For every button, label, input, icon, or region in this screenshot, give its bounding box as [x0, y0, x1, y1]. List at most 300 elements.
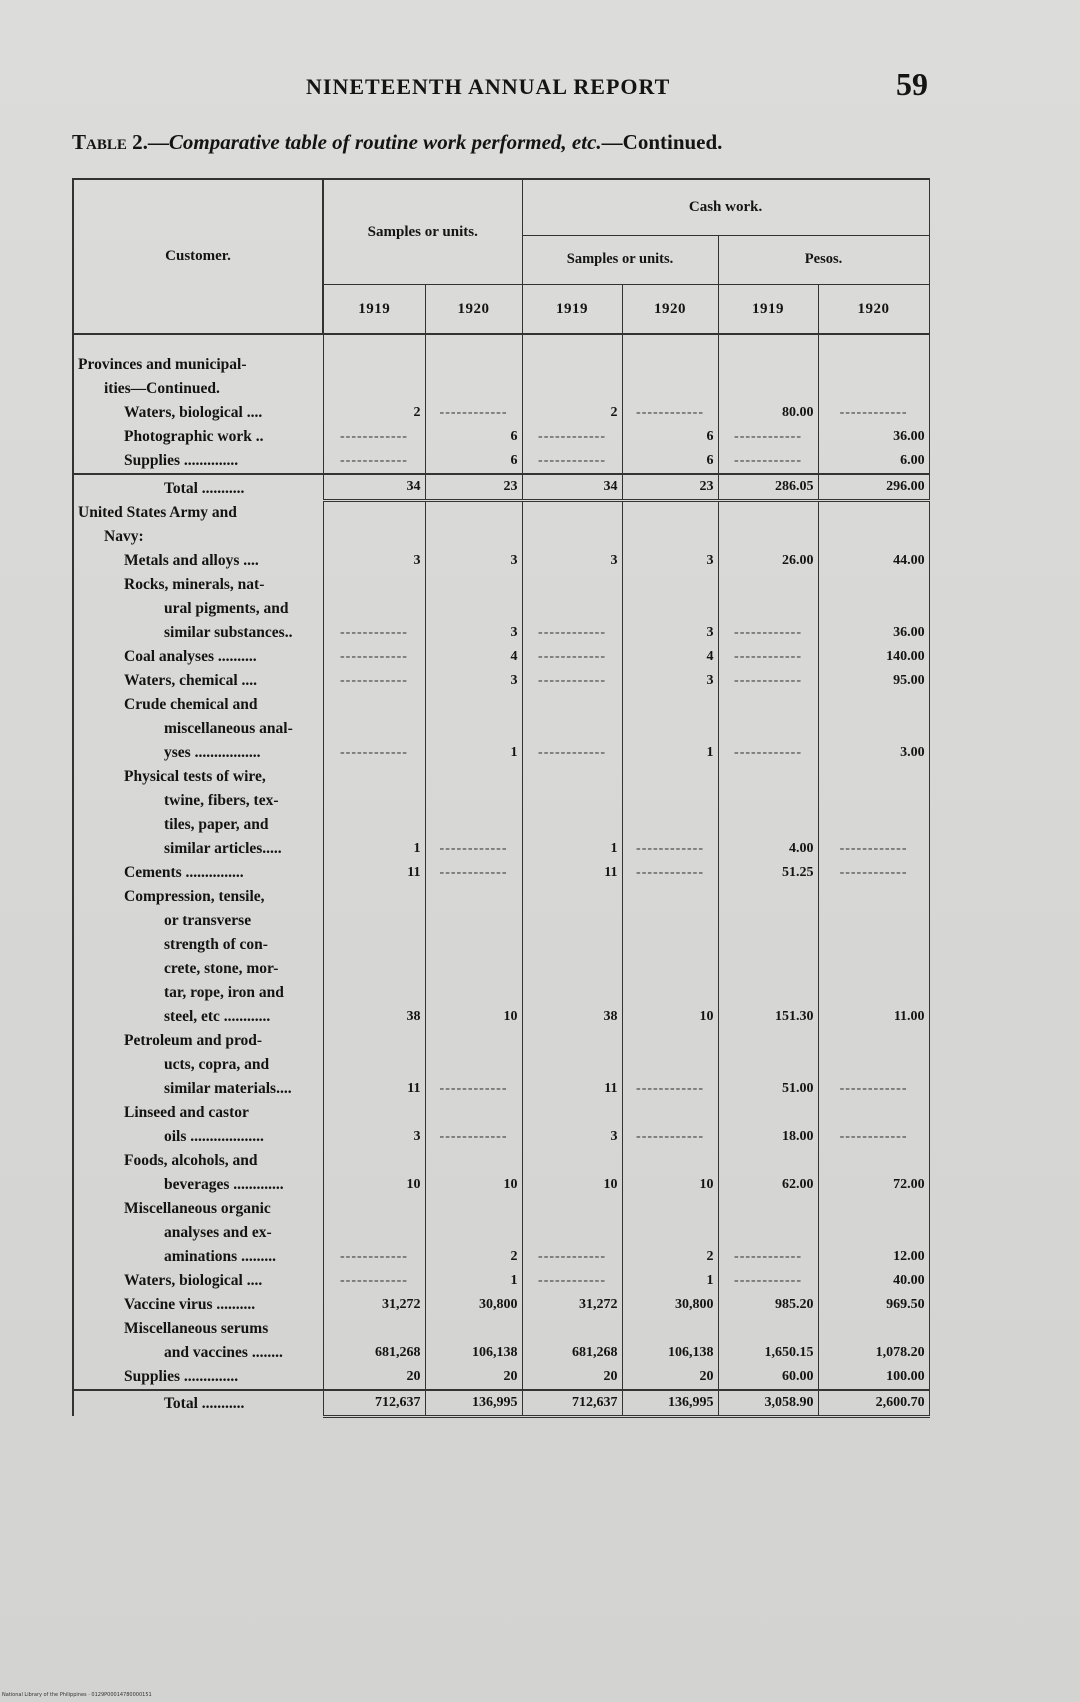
table-row: [73, 1005, 929, 1029]
empty-cell-leader: ------------: [425, 401, 522, 425]
customer-label: steel, etc ............: [73, 1005, 323, 1029]
table-row: [73, 1101, 929, 1125]
running-title: NINETEENTH ANNUAL REPORT: [306, 74, 671, 99]
value-cell: 72.00: [818, 1173, 929, 1197]
spacer-cell: [818, 1221, 929, 1245]
spacer-cell: [425, 1197, 522, 1221]
value-cell: 62.00: [718, 1173, 818, 1197]
value-cell: 2: [622, 1245, 718, 1269]
table-row: [73, 813, 929, 837]
spacer-cell: [323, 1029, 425, 1053]
customer-label: analyses and ex-: [73, 1221, 323, 1245]
spacer-cell: [622, 525, 718, 549]
value-cell: 2,600.70: [818, 1390, 929, 1417]
spacer-cell: [522, 1317, 622, 1341]
customer-label: Supplies ..............: [73, 449, 323, 474]
spacer-cell: [425, 1101, 522, 1125]
scan-footer: National Library of the Philippines · 0129P00014780000151: [2, 1692, 152, 1698]
table-row: [73, 425, 929, 449]
empty-cell-leader: ------------: [718, 645, 818, 669]
table-row: [73, 449, 929, 474]
value-cell: 34: [522, 474, 622, 501]
value-cell: 6.00: [818, 449, 929, 474]
spacer-cell: [718, 789, 818, 813]
value-cell: 20: [323, 1365, 425, 1390]
value-cell: 26.00: [718, 549, 818, 573]
table-row: [73, 334, 929, 377]
empty-cell-leader: ------------: [522, 621, 622, 645]
value-cell: 6: [425, 449, 522, 474]
table-total-row: [73, 474, 929, 501]
empty-cell-leader: ------------: [718, 1245, 818, 1269]
table-row: [73, 1269, 929, 1293]
spacer-cell: [522, 1197, 622, 1221]
spacer-cell: [718, 1149, 818, 1173]
empty-cell-leader: ------------: [622, 837, 718, 861]
spacer-cell: [818, 789, 929, 813]
table-row: [73, 837, 929, 861]
spacer-cell: [323, 813, 425, 837]
value-cell: 20: [622, 1365, 718, 1390]
header-year: 1919: [718, 285, 818, 335]
empty-cell-leader: ------------: [718, 621, 818, 645]
spacer-cell: [425, 693, 522, 717]
empty-cell-leader: ------------: [425, 837, 522, 861]
spacer-cell: [818, 377, 929, 401]
spacer-cell: [818, 334, 929, 377]
table-row: [73, 573, 929, 597]
table-row: [73, 401, 929, 425]
spacer-cell: [425, 501, 522, 525]
value-cell: 6: [425, 425, 522, 449]
table-row: [73, 501, 929, 525]
page-number: 59: [896, 66, 928, 102]
empty-cell-leader: ------------: [622, 401, 718, 425]
table-row: [73, 1197, 929, 1221]
value-cell: 11.00: [818, 1005, 929, 1029]
customer-label: strength of con-: [73, 933, 323, 957]
spacer-cell: [718, 693, 818, 717]
spacer-cell: [718, 525, 818, 549]
spacer-cell: [425, 789, 522, 813]
value-cell: 6: [622, 449, 718, 474]
spacer-cell: [522, 957, 622, 981]
empty-cell-leader: ------------: [522, 645, 622, 669]
value-cell: 11: [522, 861, 622, 885]
spacer-cell: [425, 981, 522, 1005]
spacer-cell: [818, 573, 929, 597]
value-cell: 18.00: [718, 1125, 818, 1149]
spacer-cell: [522, 933, 622, 957]
table-row: [73, 525, 929, 549]
spacer-cell: [622, 717, 718, 741]
spacer-cell: [718, 377, 818, 401]
table-row: [73, 765, 929, 789]
empty-cell-leader: ------------: [323, 645, 425, 669]
customer-label: Vaccine virus ..........: [73, 1293, 323, 1317]
spacer-cell: [622, 573, 718, 597]
spacer-cell: [718, 1101, 818, 1125]
customer-label: Waters, biological ....: [73, 401, 323, 425]
value-cell: 51.00: [718, 1077, 818, 1101]
value-cell: 100.00: [818, 1365, 929, 1390]
customer-label: ucts, copra, and: [73, 1053, 323, 1077]
spacer-cell: [622, 813, 718, 837]
value-cell: 712,637: [522, 1390, 622, 1417]
spacer-cell: [522, 334, 622, 377]
value-cell: 712,637: [323, 1390, 425, 1417]
spacer-cell: [323, 885, 425, 909]
value-cell: 10: [522, 1173, 622, 1197]
spacer-cell: [425, 1221, 522, 1245]
value-cell: 10: [323, 1173, 425, 1197]
spacer-cell: [718, 573, 818, 597]
spacer-cell: [622, 765, 718, 789]
spacer-cell: [425, 885, 522, 909]
empty-cell-leader: ------------: [522, 425, 622, 449]
customer-label: Miscellaneous organic: [73, 1197, 323, 1221]
spacer-cell: [818, 1149, 929, 1173]
spacer-cell: [718, 1029, 818, 1053]
value-cell: 2: [425, 1245, 522, 1269]
value-cell: 2: [522, 401, 622, 425]
caption-dash-2: —: [601, 130, 623, 154]
customer-label: twine, fibers, tex-: [73, 789, 323, 813]
table-row: [73, 1293, 929, 1317]
table-caption: [72, 130, 972, 155]
empty-cell-leader: ------------: [522, 669, 622, 693]
value-cell: 23: [425, 474, 522, 501]
value-cell: 1: [622, 1269, 718, 1293]
spacer-cell: [818, 933, 929, 957]
value-cell: 296.00: [818, 474, 929, 501]
table-row: [73, 933, 929, 957]
header-customer: Customer.: [73, 179, 323, 334]
table-row: [73, 693, 929, 717]
customer-label: crete, stone, mor-: [73, 957, 323, 981]
spacer-cell: [522, 1101, 622, 1125]
value-cell: 3: [323, 1125, 425, 1149]
spacer-cell: [718, 597, 818, 621]
value-cell: 3: [622, 549, 718, 573]
spacer-cell: [718, 933, 818, 957]
routine-work-table: [72, 178, 930, 1418]
spacer-cell: [522, 597, 622, 621]
spacer-cell: [718, 981, 818, 1005]
spacer-cell: [818, 717, 929, 741]
empty-cell-leader: ------------: [323, 1269, 425, 1293]
value-cell: 985.20: [718, 1293, 818, 1317]
spacer-cell: [718, 1197, 818, 1221]
value-cell: 3: [425, 669, 522, 693]
spacer-cell: [622, 693, 718, 717]
value-cell: 6: [622, 425, 718, 449]
empty-cell-leader: ------------: [522, 1269, 622, 1293]
value-cell: 106,138: [622, 1341, 718, 1365]
customer-label: tar, rope, iron and: [73, 981, 323, 1005]
table-row: [73, 717, 929, 741]
value-cell: 3: [622, 669, 718, 693]
header-year: 1919: [323, 285, 425, 335]
value-cell: 60.00: [718, 1365, 818, 1390]
spacer-cell: [622, 957, 718, 981]
value-cell: 95.00: [818, 669, 929, 693]
table-row: [73, 669, 929, 693]
spacer-cell: [718, 813, 818, 837]
spacer-cell: [718, 957, 818, 981]
value-cell: 1,078.20: [818, 1341, 929, 1365]
spacer-cell: [718, 501, 818, 525]
value-cell: 38: [323, 1005, 425, 1029]
spacer-cell: [323, 377, 425, 401]
customer-label: and vaccines ........: [73, 1341, 323, 1365]
value-cell: 106,138: [425, 1341, 522, 1365]
empty-cell-leader: ------------: [622, 1077, 718, 1101]
empty-cell-leader: ------------: [818, 1077, 929, 1101]
header-year: 1920: [425, 285, 522, 335]
spacer-cell: [323, 693, 425, 717]
spacer-cell: [622, 597, 718, 621]
value-cell: 51.25: [718, 861, 818, 885]
value-cell: 136,995: [622, 1390, 718, 1417]
spacer-cell: [818, 1197, 929, 1221]
spacer-cell: [425, 573, 522, 597]
spacer-cell: [522, 717, 622, 741]
customer-label: similar articles.....: [73, 837, 323, 861]
value-cell: 136,995: [425, 1390, 522, 1417]
value-cell: 3: [323, 549, 425, 573]
spacer-cell: [323, 789, 425, 813]
value-cell: 80.00: [718, 401, 818, 425]
spacer-cell: [818, 885, 929, 909]
customer-label: United States Army and: [73, 501, 323, 525]
table-row: [73, 741, 929, 765]
value-cell: 31,272: [522, 1293, 622, 1317]
spacer-cell: [425, 1053, 522, 1077]
spacer-cell: [425, 377, 522, 401]
spacer-cell: [718, 717, 818, 741]
spacer-cell: [425, 1029, 522, 1053]
spacer-cell: [622, 1101, 718, 1125]
value-cell: 10: [425, 1173, 522, 1197]
spacer-cell: [718, 909, 818, 933]
value-cell: 10: [622, 1005, 718, 1029]
value-cell: 30,800: [622, 1293, 718, 1317]
spacer-cell: [323, 717, 425, 741]
customer-label: Linseed and castor: [73, 1101, 323, 1125]
customer-label: Supplies ..............: [73, 1365, 323, 1390]
header-pesos: Pesos.: [718, 235, 929, 284]
table-row: [73, 789, 929, 813]
spacer-cell: [425, 933, 522, 957]
spacer-cell: [425, 909, 522, 933]
table-row: [73, 1317, 929, 1341]
table-body: [73, 334, 929, 1416]
table-row: [73, 957, 929, 981]
table-row: [73, 1245, 929, 1269]
spacer-cell: [818, 1029, 929, 1053]
spacer-cell: [622, 501, 718, 525]
spacer-cell: [522, 573, 622, 597]
table-row: [73, 621, 929, 645]
spacer-cell: [425, 597, 522, 621]
spacer-cell: [323, 909, 425, 933]
table-row: [73, 885, 929, 909]
customer-label: Petroleum and prod-: [73, 1029, 323, 1053]
spacer-cell: [622, 933, 718, 957]
empty-cell-leader: ------------: [323, 669, 425, 693]
value-cell: 31,272: [323, 1293, 425, 1317]
empty-cell-leader: ------------: [522, 449, 622, 474]
value-cell: 36.00: [818, 425, 929, 449]
spacer-cell: [622, 1197, 718, 1221]
header-samples-units: Samples or units.: [323, 179, 522, 285]
table-row: [73, 1029, 929, 1053]
value-cell: 3: [425, 621, 522, 645]
spacer-cell: [818, 981, 929, 1005]
table-row: [73, 377, 929, 401]
customer-label: oils ...................: [73, 1125, 323, 1149]
spacer-cell: [818, 597, 929, 621]
customer-label: Total ...........: [73, 1390, 323, 1417]
customer-label: Foods, alcohols, and: [73, 1149, 323, 1173]
spacer-cell: [522, 1221, 622, 1245]
spacer-cell: [323, 573, 425, 597]
spacer-cell: [522, 501, 622, 525]
spacer-cell: [622, 1029, 718, 1053]
value-cell: 3: [522, 1125, 622, 1149]
empty-cell-leader: ------------: [718, 669, 818, 693]
customer-label: yses .................: [73, 741, 323, 765]
value-cell: 1,650.15: [718, 1341, 818, 1365]
spacer-cell: [323, 597, 425, 621]
value-cell: 1: [425, 741, 522, 765]
empty-cell-leader: ------------: [323, 741, 425, 765]
customer-label: or transverse: [73, 909, 323, 933]
value-cell: 4: [425, 645, 522, 669]
empty-cell-leader: ------------: [718, 1269, 818, 1293]
spacer-cell: [522, 1053, 622, 1077]
value-cell: 20: [425, 1365, 522, 1390]
spacer-cell: [718, 1053, 818, 1077]
value-cell: 44.00: [818, 549, 929, 573]
spacer-cell: [425, 813, 522, 837]
value-cell: 23: [622, 474, 718, 501]
customer-label: aminations .........: [73, 1245, 323, 1269]
spacer-cell: [323, 1101, 425, 1125]
empty-cell-leader: ------------: [323, 621, 425, 645]
empty-cell-leader: ------------: [818, 837, 929, 861]
customer-label: Cements ...............: [73, 861, 323, 885]
spacer-cell: [622, 1317, 718, 1341]
header-cash-work: Cash work.: [522, 179, 929, 235]
customer-label: beverages .............: [73, 1173, 323, 1197]
spacer-cell: [818, 765, 929, 789]
spacer-cell: [622, 909, 718, 933]
value-cell: 40.00: [818, 1269, 929, 1293]
value-cell: 36.00: [818, 621, 929, 645]
empty-cell-leader: ------------: [718, 425, 818, 449]
spacer-cell: [818, 1053, 929, 1077]
value-cell: 30,800: [425, 1293, 522, 1317]
customer-label: Rocks, minerals, nat-: [73, 573, 323, 597]
spacer-cell: [818, 813, 929, 837]
empty-cell-leader: ------------: [718, 449, 818, 474]
table-row: [73, 597, 929, 621]
customer-label: Physical tests of wire,: [73, 765, 323, 789]
spacer-cell: [425, 765, 522, 789]
spacer-cell: [522, 981, 622, 1005]
value-cell: 4: [622, 645, 718, 669]
table-total-row: [73, 1390, 929, 1417]
spacer-cell: [622, 377, 718, 401]
value-cell: 10: [622, 1173, 718, 1197]
header-cash-samples: Samples or units.: [522, 235, 718, 284]
spacer-cell: [522, 789, 622, 813]
empty-cell-leader: ------------: [425, 1077, 522, 1101]
spacer-cell: [323, 981, 425, 1005]
spacer-cell: [622, 1053, 718, 1077]
value-cell: 12.00: [818, 1245, 929, 1269]
empty-cell-leader: ------------: [818, 861, 929, 885]
table-row: [73, 645, 929, 669]
spacer-cell: [818, 1101, 929, 1125]
spacer-cell: [323, 1197, 425, 1221]
table-row: [73, 1053, 929, 1077]
spacer-cell: [522, 813, 622, 837]
spacer-cell: [323, 1317, 425, 1341]
spacer-cell: [622, 334, 718, 377]
customer-label: Crude chemical and: [73, 693, 323, 717]
spacer-cell: [323, 765, 425, 789]
caption-tail: Continued.: [622, 130, 723, 154]
header-year: 1920: [622, 285, 718, 335]
spacer-cell: [718, 1221, 818, 1245]
spacer-cell: [818, 957, 929, 981]
customer-label: Waters, biological ....: [73, 1269, 323, 1293]
spacer-cell: [522, 1029, 622, 1053]
empty-cell-leader: ------------: [818, 401, 929, 425]
value-cell: 11: [323, 861, 425, 885]
spacer-cell: [818, 693, 929, 717]
customer-label: Waters, chemical ....: [73, 669, 323, 693]
spacer-cell: [522, 765, 622, 789]
value-cell: 3: [522, 549, 622, 573]
customer-label: Metals and alloys ....: [73, 549, 323, 573]
value-cell: 4.00: [718, 837, 818, 861]
spacer-cell: [818, 909, 929, 933]
empty-cell-leader: ------------: [522, 741, 622, 765]
spacer-cell: [425, 334, 522, 377]
header-year: 1919: [522, 285, 622, 335]
table-row: [73, 981, 929, 1005]
spacer-cell: [522, 377, 622, 401]
table-row: [73, 1077, 929, 1101]
spacer-cell: [323, 334, 425, 377]
value-cell: 3: [425, 549, 522, 573]
empty-cell-leader: ------------: [323, 425, 425, 449]
spacer-cell: [718, 765, 818, 789]
spacer-cell: [522, 909, 622, 933]
value-cell: 286.05: [718, 474, 818, 501]
value-cell: 38: [522, 1005, 622, 1029]
customer-label: miscellaneous anal-: [73, 717, 323, 741]
spacer-cell: [323, 501, 425, 525]
spacer-cell: [622, 981, 718, 1005]
value-cell: 140.00: [818, 645, 929, 669]
customer-label: Navy:: [73, 525, 323, 549]
header-year: 1920: [818, 285, 929, 335]
